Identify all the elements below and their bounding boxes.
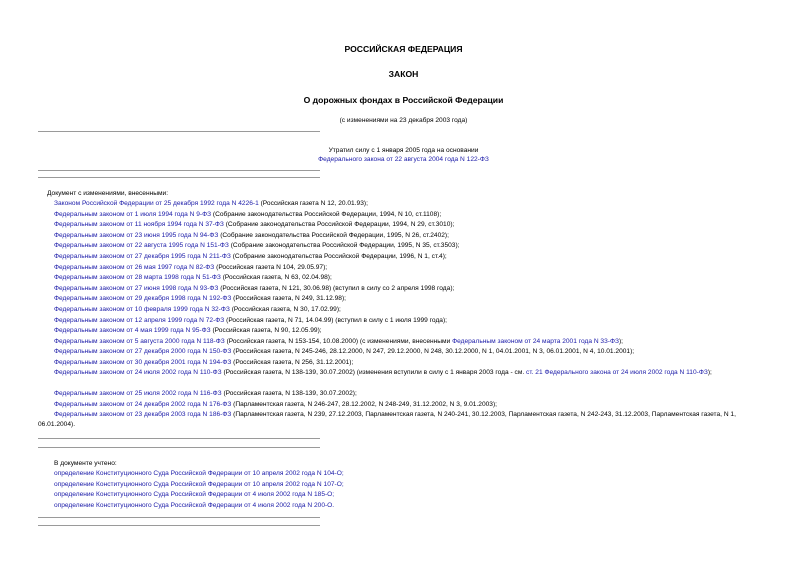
amendment-law-link[interactable]: Федеральным законом от 27 декабря 2000 года N 150-ФЗ: [54, 348, 232, 356]
amendment-law-link[interactable]: Федеральным законом от 24 марта 2001 года N 33-ФЗ: [452, 337, 619, 345]
amendment-item: [54, 210, 441, 220]
considered-item: [54, 490, 334, 500]
amendment-2002-item: [38, 368, 773, 378]
amendment-law-link[interactable]: Федеральным законом от 5 августа 2000 года N 118-ФЗ: [54, 337, 225, 345]
amendment-source: (Российская газета, N 71, 14.04.99) (вступил в силу с 1 июля 1999 года);: [224, 316, 447, 324]
amendment-law-link[interactable]: Федеральным законом от 23 декабря 2003 года N 186-ФЗ: [54, 411, 232, 418]
amendment-source: (Парламентская газета, N 246-247, 28.12.2002, N 248-249, 31.12.2002, N 3, 9.01.2003);: [231, 400, 497, 408]
amendment-source: (Российская газета, N 256, 31.12.2001);: [231, 359, 354, 366]
divider: [38, 170, 320, 171]
amendment-law-link[interactable]: Федеральным законом от 26 мая 1997 года N 82-ФЗ: [54, 263, 215, 271]
divider: [38, 438, 320, 439]
amendment-law-link[interactable]: Федеральным законом от 1 июля 1994 года N 9-ФЗ: [54, 210, 212, 218]
considered-heading: В документе учтено:: [54, 460, 117, 467]
amendment-source: (Собрание законодательства Российской Федерации, 1994, N 29, ст.3010);: [223, 221, 455, 229]
amendment-source: (Российская газета, N 90, 12.05.99);: [210, 327, 322, 335]
amendment-item: [54, 252, 447, 262]
amendment-law-link[interactable]: Федеральным законом от 27 декабря 1995 года N 211-ФЗ: [54, 253, 231, 260]
amendment-source: (Российская газета N 104, 29.05.97);: [214, 263, 328, 271]
amendment-source: (Российская газета, N 121, 30.06.98) (вступил в силу со 2 апреля 1998 года);: [218, 284, 455, 292]
amendment-law-link[interactable]: Федеральным законом от 28 марта 1998 года N 51-ФЗ: [54, 274, 221, 282]
amendment-item: [54, 284, 454, 294]
amendment-item: [54, 347, 634, 357]
amendment-law-link[interactable]: Федеральным законом от 11 ноября 1994 года N 37-ФЗ: [54, 221, 224, 229]
amendment-source: (Собрание законодательства Российской Федерации, 1994, N 10, ст.1108);: [211, 210, 442, 218]
amendment-item: [54, 294, 346, 304]
amendment-item: [54, 263, 327, 273]
amendment-item: [54, 231, 449, 241]
amendments-heading: Документ с изменениями, внесенными:: [47, 190, 169, 197]
amendment-law-link[interactable]: Федеральным законом от 24 июля 2002 года N 110-ФЗ: [54, 369, 222, 376]
amendment-law-link[interactable]: Федеральным законом от 25 июля 2002 года N 116-ФЗ: [54, 390, 222, 397]
divider: [38, 131, 320, 132]
court-ruling-link[interactable]: определение Конституционного Суда Российской Федерации от 4 июля 2002 года N 185-О;: [54, 491, 335, 499]
amendment-item: [54, 337, 623, 347]
amendment-source: (Собрание законодательства Российской Федерации, 1995, N 26, ст.2402);: [218, 231, 449, 239]
amendment-item: [54, 220, 454, 230]
amendment-source: (Собрание законодательства Российской Федерации, 1996, N 1, ст.4);: [230, 253, 447, 260]
amendment-law-link[interactable]: Федеральным законом от 29 декабря 1998 года N 192-ФЗ: [54, 295, 232, 303]
amendment-source-end: );: [707, 369, 712, 376]
divider: [38, 447, 320, 448]
page-title: О дорожных фондах в Российской Федерации: [303, 95, 504, 105]
amendment-law-link[interactable]: Федеральным законом от 23 июня 1995 года N 94-ФЗ: [54, 231, 219, 239]
divider: [38, 177, 320, 178]
considered-item: [54, 469, 344, 479]
amendment-source: (Российская газета, N 153-154, 10.08.2000) (с изменениями, внесенными: [224, 337, 453, 345]
amendment-law-link[interactable]: Федеральным законом от 10 февраля 1999 года N 32-ФЗ: [54, 306, 230, 313]
amendment-source: (Российская газета, N 245-246, 28.12.2000, N 247, 29.12.2000, N 248, 30.12.2000, N 1, 04.01.2001, N 3, 06.01.2001, N 4, 10.01.2001);: [231, 348, 635, 356]
amendment-item: [54, 400, 497, 410]
amendment-law-link[interactable]: Федеральным законом от 24 декабря 2002 года N 176-ФЗ: [54, 400, 232, 408]
amendment-source: (Российская газета, N 249, 31.12.98);: [231, 295, 346, 303]
court-ruling-link[interactable]: определение Конституционного Суда Российской Федерации от 10 апреля 2002 года N 107-О;: [54, 480, 344, 488]
amendment-item: [54, 326, 322, 336]
divider: [38, 517, 320, 518]
amendment-item: [54, 305, 341, 315]
amendment-item: [54, 389, 357, 399]
basis-link-line: [0, 155, 807, 165]
considered-item: [54, 480, 344, 490]
amendment-source: (Российская газета, N 138-139, 30.07.2002);: [221, 390, 357, 397]
country-heading: РОССИЙСКАЯ ФЕДЕРАЦИЯ: [344, 44, 463, 54]
amendment-law-link[interactable]: Федеральным законом от 4 мая 1999 года N 95-ФЗ: [54, 327, 211, 335]
amendment-law-link[interactable]: Законом Российской Федерации от 25 декабря 1992 года N 4226-1: [54, 200, 259, 207]
amendment-2003-item: [38, 410, 773, 431]
amendment-item: [54, 273, 332, 283]
amendment-source-end: );: [618, 337, 623, 345]
court-ruling-link[interactable]: определение Конституционного Суда Российской Федерации от 10 апреля 2002 года N 104-О;: [54, 470, 344, 477]
amendment-item: [54, 199, 368, 209]
considered-item: [54, 501, 334, 511]
amendment-source: (Собрание законодательства Российской Федерации, 1995, N 35, ст.3503);: [228, 242, 460, 250]
amendment-item: [54, 316, 447, 326]
amendment-law-link[interactable]: Федеральным законом от 27 июня 1998 года N 93-ФЗ: [54, 284, 219, 292]
divider: [38, 525, 320, 526]
amendment-item: [54, 358, 353, 368]
amendment-source: (Российская газета, N 30, 17.02.99);: [229, 306, 341, 313]
amendment-law-link[interactable]: Федеральным законом от 22 августа 1995 года N 151-ФЗ: [54, 242, 229, 250]
lost-force-note: Утратил силу с 1 января 2005 года на основании: [328, 147, 479, 154]
basis-law-link[interactable]: Федерального закона от 22 августа 2004 года N 122-ФЗ: [318, 156, 489, 163]
amendment-source: (Российская газета, N 138-139, 30.07.2002) (изменения вступили в силу с 1 января 2003 года - см.: [221, 369, 527, 376]
changes-note: (с изменениями на 23 декабря 2003 года): [339, 117, 468, 124]
article-21-link[interactable]: ст. 21 Федерального закона от 24 июля 2002 года N 110-ФЗ: [526, 369, 708, 376]
amendment-source: (Парламентская газета, N 239, 27.12.2003, Парламентская газета, N 240-241, 30.12.2003, Парламентская газета, N 242-243, 31.12.2003, Парламентская газета, N 1, 06.01.2004).: [38, 411, 736, 429]
amendment-source: (Российская газета N 12, 20.01.93);: [258, 200, 368, 207]
doc-type-heading: ЗАКОН: [388, 69, 419, 79]
amendment-law-link[interactable]: Федеральным законом от 12 апреля 1999 года N 72-ФЗ: [54, 316, 225, 324]
amendment-law-link[interactable]: Федеральным законом от 30 декабря 2001 года N 194-ФЗ: [54, 359, 232, 366]
court-ruling-link[interactable]: определение Конституционного Суда Российской Федерации от 4 июля 2002 года N 200-О.: [54, 501, 335, 509]
amendment-source: (Российская газета, N 63, 02.04.98);: [220, 274, 332, 282]
amendment-item: [54, 241, 459, 251]
